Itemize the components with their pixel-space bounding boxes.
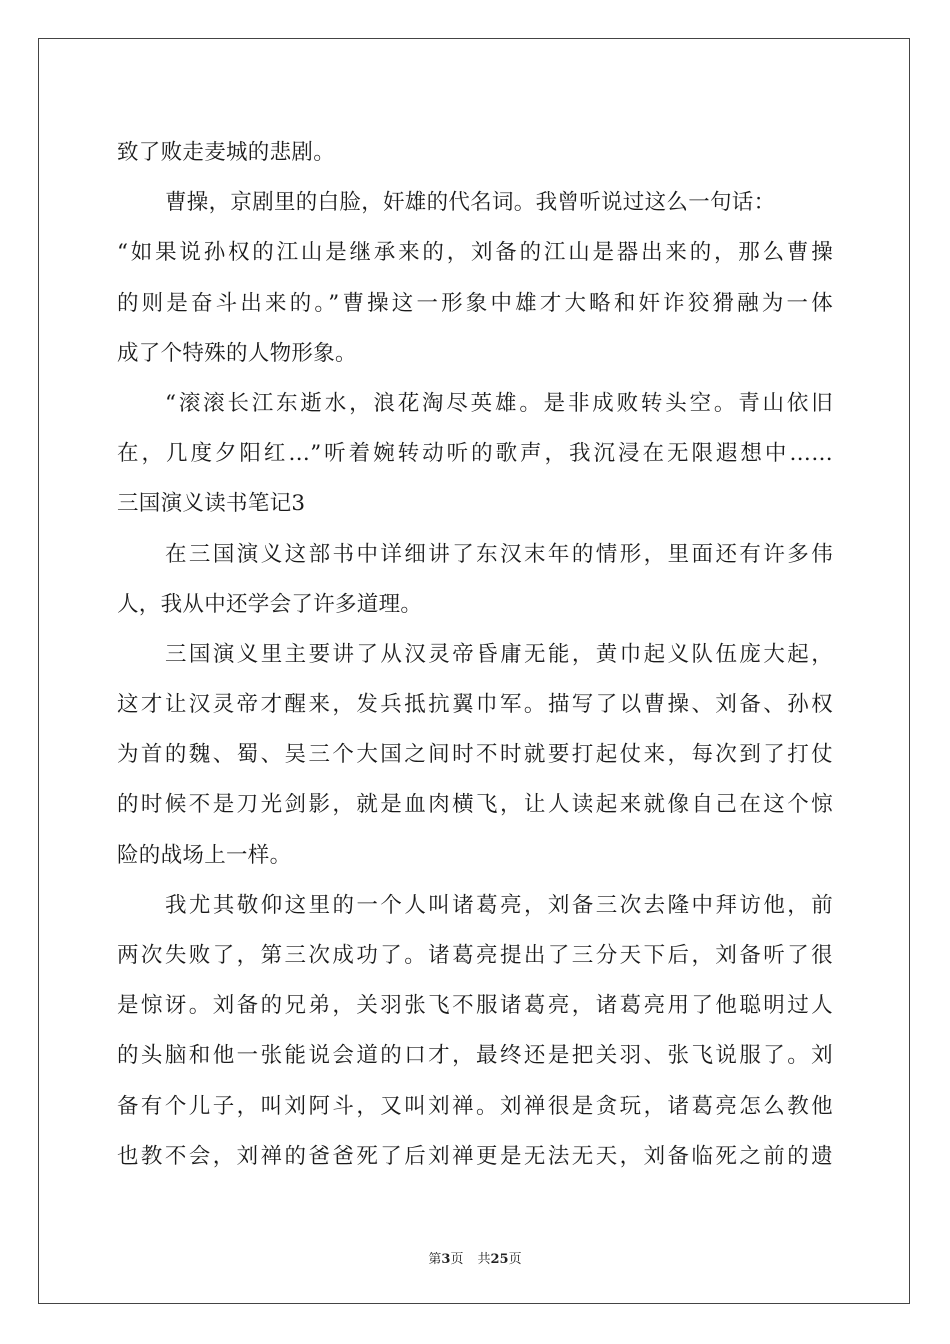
page-footer [0, 1248, 950, 1267]
text-line: 是惊讶。刘备的兄弟，关羽张飞不服诸葛亮，诸葛亮用了他聪明过人 [117, 993, 833, 1019]
total-suffix: 页 [508, 1252, 522, 1267]
page-prefix: 第 [428, 1252, 442, 1267]
text-line: 曹操，京剧里的白脸，奸雄的代名词。我曾听说过这么一句话： [165, 190, 776, 216]
text-line: 为首的魏、蜀、吴三个大国之间时不时就要打起仗来，每次到了打仗 [117, 742, 833, 768]
section-heading: 三国演义读书笔记3 [117, 491, 306, 517]
total-pages: 25 [490, 1252, 509, 1267]
text-line: 致了败走麦城的悲剧。 [117, 140, 336, 165]
text-line: “滚滚长江东逝水，浪花淘尽英雄。是非成败转头空。青山依旧 [165, 390, 833, 416]
text-line: “如果说孙权的江山是继承来的，刘备的江山是器出来的，那么曹操 [117, 240, 833, 266]
total-prefix: 共 [477, 1252, 491, 1267]
text-line: 也教不会，刘禅的爸爸死了后刘禅更是无法无天，刘备临死之前的遗 [117, 1143, 833, 1169]
document-body [117, 128, 833, 1182]
text-line: 的时候不是刀光剑影，就是血肉横飞，让人读起来就像自己在这个惊 [117, 792, 833, 818]
text-line: 备有个儿子，叫刘阿斗，又叫刘禅。刘禅很是贪玩，诸葛亮怎么教他 [117, 1093, 833, 1119]
text-line: 人，我从中还学会了许多道理。 [117, 591, 423, 617]
text-line: 在，几度夕阳红…”听着婉转动听的歌声，我沉浸在无限遐想中…… [117, 441, 833, 467]
text-line: 两次失败了，第三次成功了。诸葛亮提出了三分天下后，刘备听了很 [117, 943, 833, 968]
text-line: 这才让汉灵帝才醒来，发兵抵抗翼巾军。描写了以曹操、刘备、孙权 [117, 692, 833, 718]
text-line: 的头脑和他一张能说会道的口才，最终还是把关羽、张飞说服了。刘 [117, 1043, 833, 1069]
text-line: 三国演义里主要讲了从汉灵帝昏庸无能，黄巾起义队伍庞大起， [165, 641, 833, 667]
text-line: 我尤其敬仰这里的一个人叫诸葛亮，刘备三次去隆中拜访他，前 [165, 892, 833, 918]
text-line: 成了个特殊的人物形象。 [117, 340, 357, 366]
text-line: 的则是奋斗出来的。”曹操这一形象中雄才大略和奸诈狡猾融为一体 [117, 290, 833, 316]
page-suffix: 页 [450, 1252, 464, 1267]
page-number: 3 [441, 1252, 451, 1267]
text-line: 在三国演义这部书中详细讲了东汉末年的情形，里面还有许多伟 [165, 541, 833, 567]
text-line: 险的战场上一样。 [117, 842, 292, 868]
